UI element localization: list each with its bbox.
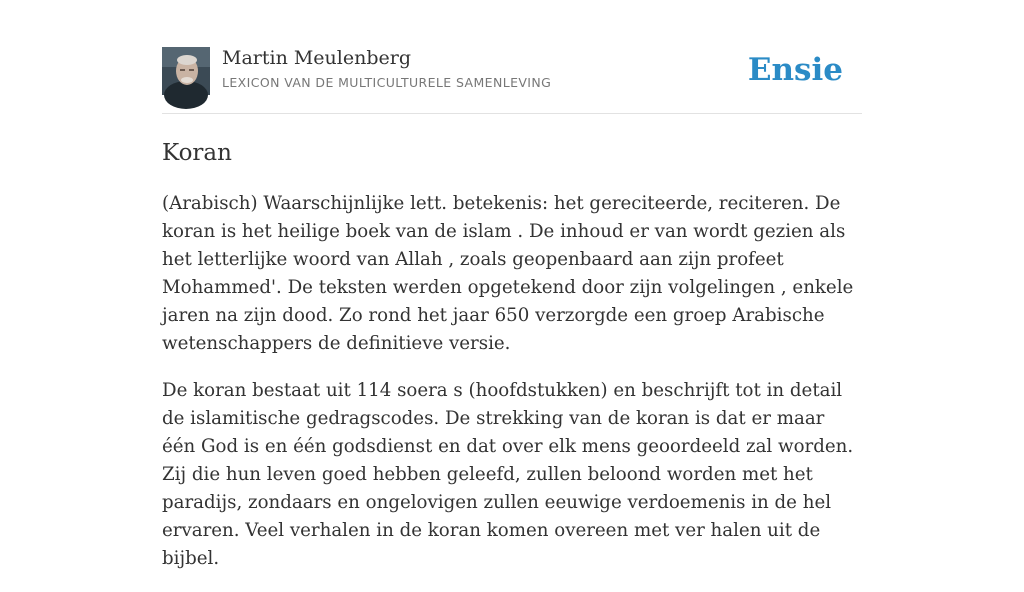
author-name-link[interactable]: Martin Meulenberg <box>222 47 411 69</box>
avatar-image <box>162 47 210 95</box>
author-header <box>162 0 862 114</box>
content-container <box>162 0 862 569</box>
author-avatar[interactable] <box>162 47 210 95</box>
article-body <box>162 190 862 592</box>
paragraph: (Arabisch) Waarschijnlijke lett. betekenis: het gereciteerde, reciteren. De koran is het heilige boek van de islam . De inhoud er van wordt gezien als het letterlijke woord van Allah , zoals geopenbaard aan zijn profeet Mohammed'. De teksten werden opgetekend door zijn volgelingen , enkele jaren na zijn dood. Zo rond het jaar 650 verzorgde een groep Arabische wetenschappers de definitieve versie. <box>162 193 854 354</box>
source-lexicon-link[interactable]: LEXICON VAN DE MULTICULTURELE SAMENLEVING <box>222 75 552 90</box>
page-title: Koran <box>162 140 232 166</box>
paragraph: De koran bestaat uit 114 soera s (hoofdstukken) en beschrijft tot in detail de islamitische gedragscodes. De strekking van de koran is dat er maar één God is en één godsdienst en dat over elk mens geoordeeld zal worden. Zij die hun leven goed hebben geleefd, zullen beloond worden met het paradijs, zondaars en ongelovigen zullen eeuwige verdoemenis in de hel ervaren. Veel verhalen in de koran komen overeen met ver halen uit de bijbel. <box>162 380 854 569</box>
ensie-logo[interactable]: Ensie <box>747 52 843 88</box>
